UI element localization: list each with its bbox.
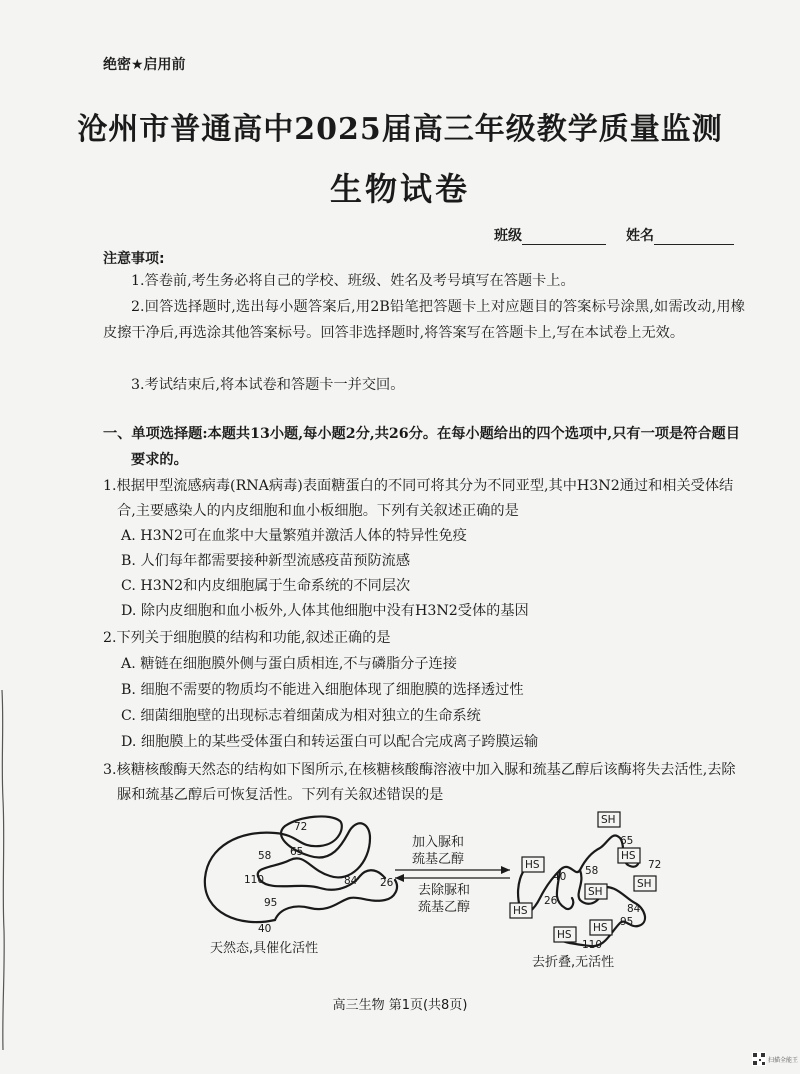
- denatured-label-84: 84: [627, 903, 641, 915]
- notice-item-1: 1.答卷前,考生务必将自己的学校、班级、姓名及考号填写在答题卡上。: [131, 273, 575, 289]
- exam-subject: 生物试卷: [329, 170, 470, 208]
- native-label-110: 110: [244, 874, 265, 886]
- question-1-text: 1.根据甲型流感病毒(RNA病毒)表面糖蛋白的不同可将其分为不同亚型,其中H3N2通过和相关受体结合,主要感染人的内皮细胞和血小板细胞。下列有关叙述正确的是: [103, 478, 734, 519]
- confidential-label: 绝密★启用前: [103, 57, 186, 73]
- forward-label-top: 加入脲和: [412, 835, 465, 850]
- notice-item-3: 3.考试结束后,将本试卷和答题卡一并交回。: [131, 377, 405, 393]
- sh-box-3: SH: [637, 878, 652, 890]
- section-heading-text: 一、单项选择题:本题共13小题,每小题2分,共26分。在每小题给出的四个选项中,只有一项是符合题目要求的。: [103, 426, 740, 468]
- question-1-stem: [103, 474, 748, 524]
- question-1-option-a: A. H3N2可在血浆中大量繁殖并激活人体的特异性免疫: [121, 528, 467, 544]
- question-2-option-a: A. 糖链在细胞膜外侧与蛋白质相连,不与磷脂分子连接: [121, 656, 457, 672]
- denatured-caption: 去折叠,无活性: [532, 955, 615, 970]
- question-1-option-c: C. H3N2和内皮细胞属于生命系统的不同层次: [121, 578, 411, 594]
- reverse-label-bottom: 巯基乙醇: [418, 900, 471, 915]
- question-2-option-b: B. 细胞不需要的物质均不能进入细胞体现了细胞膜的选择透过性: [121, 682, 524, 698]
- native-caption: 天然态,具催化活性: [210, 941, 319, 956]
- question-2-stem: 2.下列关于细胞膜的结构和功能,叙述正确的是: [103, 630, 391, 646]
- student-info-fields: [494, 225, 734, 245]
- exam-title: 沧州市普通高中2025届高三年级教学质量监测: [77, 112, 723, 147]
- sh-box-1: SH: [601, 814, 616, 826]
- hs-box-2: HS: [621, 850, 636, 862]
- notice-title: 注意事项:: [103, 251, 165, 267]
- denatured-label-65: 65: [620, 835, 634, 847]
- native-label-40: 40: [258, 923, 272, 935]
- denatured-label-72: 72: [648, 859, 662, 871]
- question-1-option-b: B. 人们每年都需要接种新型流感疫苗预防流感: [121, 553, 411, 569]
- denatured-label-40: 40: [553, 871, 567, 883]
- reverse-label-top: 去除脲和: [418, 883, 471, 898]
- question-1-option-d: D. 除内皮细胞和血小板外,人体其他细胞中没有H3N2受体的基因: [121, 603, 529, 619]
- native-label-58: 58: [258, 850, 272, 862]
- denatured-label-26: 26: [544, 895, 558, 907]
- native-label-72: 72: [294, 821, 308, 833]
- denatured-label-58: 58: [585, 865, 599, 877]
- native-label-95: 95: [264, 897, 278, 909]
- page-footer: 高三生物 第1页(共8页): [332, 998, 468, 1013]
- native-label-26: 26: [380, 877, 394, 889]
- forward-label-bottom: 巯基乙醇: [412, 852, 465, 867]
- native-label-65: 65: [290, 846, 304, 858]
- denatured-label-110: 110: [582, 939, 603, 951]
- name-label: 姓名: [626, 228, 654, 244]
- class-field[interactable]: [522, 230, 606, 245]
- denatured-label-95: 95: [620, 916, 634, 928]
- question-2-option-d: D. 细胞膜上的某些受体蛋白和转运蛋白可以配合完成离子跨膜运输: [121, 734, 539, 750]
- question-2-option-c: C. 细菌细胞壁的出现标志着细菌成为相对独立的生命系统: [121, 708, 481, 724]
- ribonuclease-figure: [180, 808, 680, 978]
- hs-box-4: HS: [593, 922, 608, 934]
- notice-item-2: 2.回答选择题时,选出每小题答案后,用2B铅笔把答题卡上对应题目的答案标号涂黑,如需改动,用橡皮擦干净后,再选涂其他答案标号。回答非选择题时,将答案写在答题卡上,写在本试卷上无效。: [103, 299, 745, 341]
- sh-box-2: SH: [588, 886, 603, 898]
- hs-box-3: HS: [513, 905, 528, 917]
- question-3-text: 3.核糖核酸酶天然态的结构如下图所示,在核糖核酸酶溶液中加入脲和巯基乙醇后该酶将失去活性,去除脲和巯基乙醇后可恢复活性。下列有关叙述错误的是: [103, 762, 736, 803]
- class-label: 班级: [494, 228, 522, 244]
- hs-box-1: HS: [525, 859, 540, 871]
- section-heading: [103, 421, 745, 473]
- hs-box-5: HS: [557, 929, 572, 941]
- scanner-watermark: 扫描全能王: [768, 1057, 799, 1064]
- native-residue-labels: [244, 821, 394, 935]
- thiol-group-boxes: [510, 812, 656, 942]
- qr-code-icon: [752, 1052, 766, 1066]
- native-label-84: 84: [344, 875, 358, 887]
- question-3-stem: [103, 758, 748, 808]
- reaction-arrows: [395, 834, 510, 915]
- name-field[interactable]: [654, 230, 734, 245]
